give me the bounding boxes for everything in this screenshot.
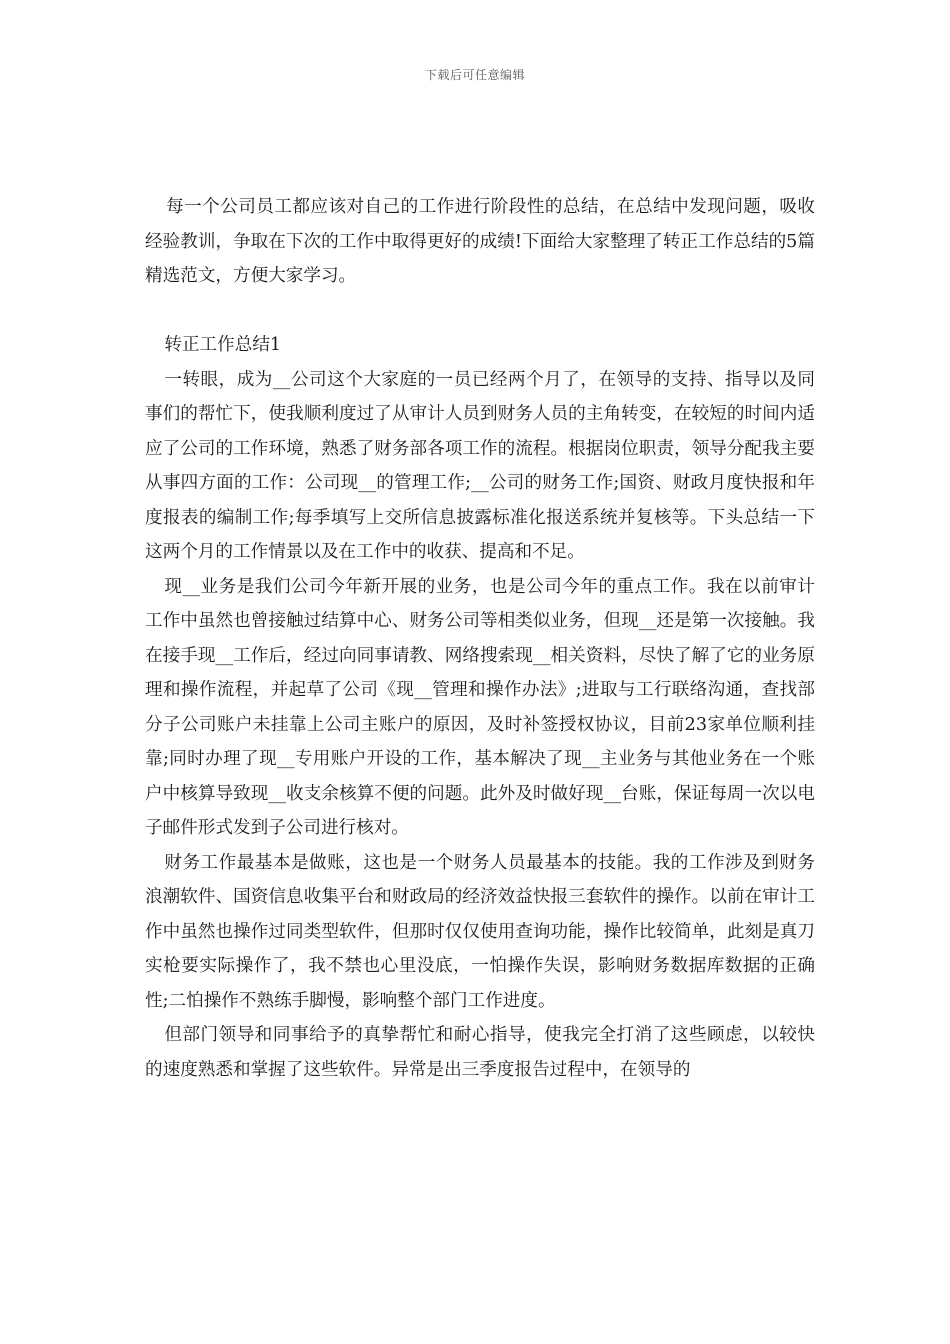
intro-paragraph: 每一个公司员工都应该对自己的工作进行阶段性的总结，在总结中发现问题，吸收经验教训，争取在下次的工作中取得更好的成绩!下面给大家整理了转正工作总结的5篇精选范文，方便大家学习。: [145, 197, 815, 286]
page-header: 下载后可任意编辑: [424, 68, 525, 82]
body-paragraph: 财务工作最基本是做账，这也是一个财务人员最基本的技能。我的工作涉及到财务浪潮软件、国资信息收集平台和财政局的经济效益快报三套软件的操作。以前在审计工作中虽然也操作过同类型软件，但那时仅仅使用查询功能，操作比较简单，此刻是真刀实枪要实际操作了，我不禁也心里没底，一怕操作失误，影响财务数据库数据的正确性;二怕操作不熟练手脚慢，影响整个部门工作进度。: [145, 852, 815, 1011]
section-title: 转正工作总结1: [164, 335, 282, 355]
body-paragraph: 一转眼，成为__公司这个大家庭的一员已经两个月了，在领导的支持、指导以及同事们的帮忙下，使我顺利度过了从审计人员到财务人员的主角转变，在较短的时间内适应了公司的工作环境，熟悉了财务部各项工作的流程。根据岗位职责，领导分配我主要从事四方面的工作：公司现__的管理工作;__公司的财务工作;国资、财政月度快报和年度报表的编制工作;每季填写上交所信息披露标准化报送系统并复核等。下头总结一下这两个月的工作情景以及在工作中的收获、提高和不足。: [145, 369, 815, 562]
body-paragraph: 但部门领导和同事给予的真挚帮忙和耐心指导，使我完全打消了这些顾虑，以较快的速度熟悉和掌握了这些软件。异常是出三季度报告过程中，在领导的: [145, 1025, 815, 1080]
body-paragraph: 现__业务是我们公司今年新开展的业务，也是公司今年的重点工作。我在以前审计工作中虽然也曾接触过结算中心、财务公司等相类似业务，但现__还是第一次接触。我在接手现__工作后，经过向同事请教、网络搜索现__相关资料，尽快了解了它的业务原理和操作流程，并起草了公司《现__管理和操作办法》;进取与工行联络沟通，查找部分子公司账户未挂靠上公司主账户的原因，及时补签授权协议，目前23家单位顺利挂靠;同时办理了现__专用账户开设的工作，基本解决了现__主业务与其他业务在一个账户中核算导致现__收支余核算不便的问题。此外及时做好现__台账，保证每周一次以电子邮件形式发到子公司进行核对。: [145, 576, 815, 838]
document-body: [145, 190, 815, 1087]
